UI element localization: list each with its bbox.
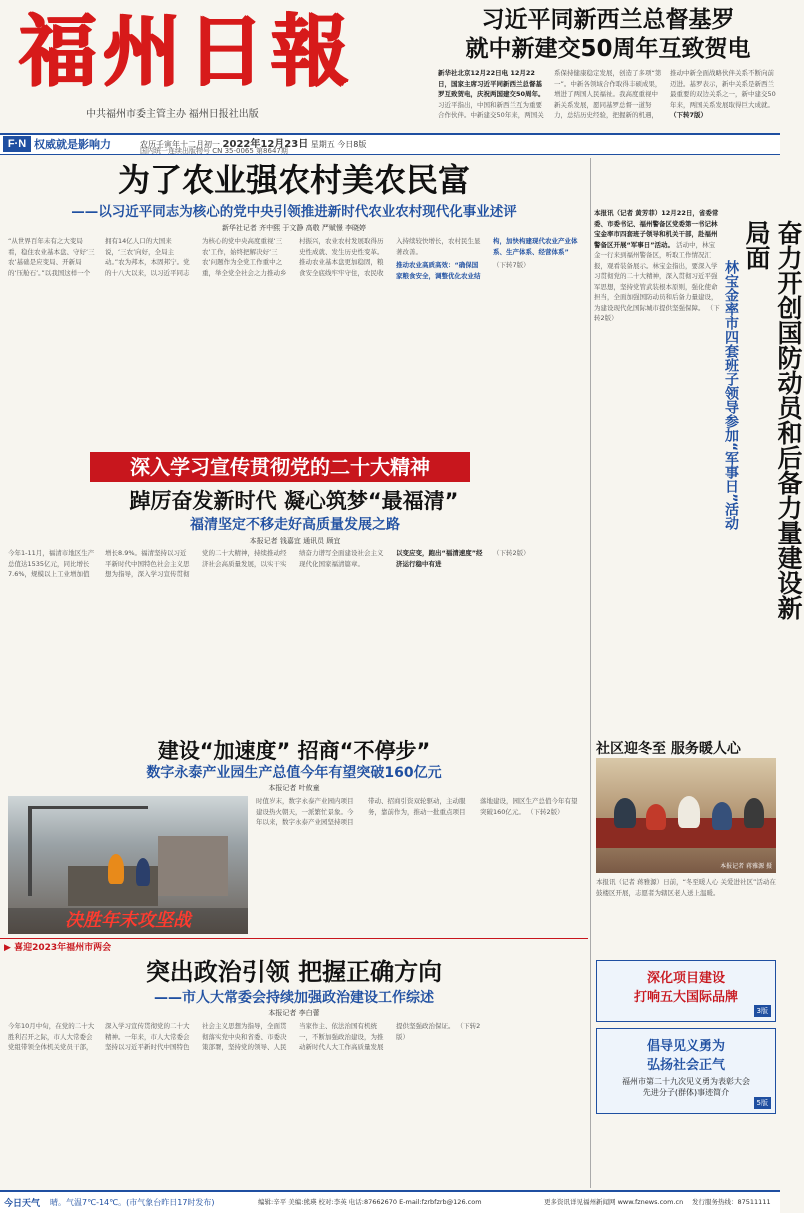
right-story-subtitle: 林宝金率市四套班子领导参加“军事日”活动 [723,260,739,531]
story1-subtitle: ——以习近平同志为核心的党中央引领推进新时代农业农村现代化事业述评 [71,204,517,220]
story4-byline: 本报记者 李白蕾 [268,1009,320,1017]
masthead-subtitle: 中共福州市委主管主办 福州日报社出版 [86,109,259,120]
masthead-logo: 福州日報 [18,6,355,97]
construction-photo [8,796,248,934]
promo-box-heroes[interactable] [596,1028,776,1114]
fn-logo: F·N [3,136,31,152]
story2-subhead: 以变应变，跑出“福清速度”经济运行稳中有进 [396,549,483,568]
story4-more[interactable]: （下转2版） [396,1022,481,1041]
story1-subhead: 推动农业高质高效：“确保国家粮食安全，调整优化农业结构，加快构建现代农业产业体系、生产体系、经营体系” [396,237,578,280]
promo2-title-l2: 弘扬社会正气 [646,1058,725,1073]
lunar-date: 农历壬寅年十二月初一 [140,140,220,149]
story2-more[interactable]: （下转2版） [493,549,530,557]
column-divider [590,158,591,1188]
weather: 晴。气温7℃-14℃。(市气象台昨日17时发布) [50,1198,215,1207]
story1-body [8,236,580,446]
story1-more[interactable]: （下转7版） [493,261,530,269]
hotline: 发行服务热线：87511111 [692,1198,771,1206]
story3-title[interactable]: 建设“加速度” 招商“不停步” [157,739,431,763]
right-story-more[interactable]: （下转2版） [594,303,720,322]
section-tag-text: 喜迎2023年福州市两会 [14,943,112,953]
photo-box-title[interactable]: 社区迎冬至 服务暖人心 [596,741,741,757]
weather-label: 今日天气 [4,1199,41,1209]
photo-caption: 决胜年末攻坚战 [65,910,191,931]
photo-box-text: 本报讯（记者 蒋雅源）日前，“冬至暖人心 关爱进社区”活动在鼓楼区开展，志愿者为辖区老人送上温暖。 [596,878,776,897]
footer [0,1190,780,1213]
photo-caption-banner [8,908,248,934]
community-photo [596,758,776,873]
promo-box-projects[interactable] [596,960,776,1022]
lead-title-line2: 就中新建交50周年互致贺电 [465,36,751,62]
lead-body [438,68,778,130]
story2-byline: 本报记者 钱嘉宜 通讯员 顾宜 [249,537,341,545]
story2-body [8,548,580,726]
story1-text: “从世界百年未有之大变局看，稳住农业基本盘、守好‘三农’基础是应变局、开新局的‘压舱石’。”以我国这样一个拥有14亿人口的大国来说，‘三农’向好，全局主动。”农为邦本，本固邦宁。党的十八大以来，以习近平同志为核心的党中央高度重视‘三农’工作，始终把解决好‘三农’问题作为全党工作重中之重，举全党全社会之力推动乡村振兴，农业农村发展取得历史性成就、发生历史性变革。推动农业基本盘更加稳固，粮食安全底线牢牢守住，农民收入持续较快增长，农村民生显著改善。 [8,237,481,277]
story3-more[interactable]: （下转2版） [527,807,564,816]
story1-title[interactable]: 为了农业强农村美农民富 [117,161,470,199]
story3-text: 时值岁末，数字永泰产业园内项目建设热火朝天，一派繁忙景象。今年以来，数字永泰产业园坚持项目带动、招商引资双轮驱动，主动服务，靠前作为，推动一批重点项目落地建设，园区生产总值今年有望突破160亿元。 [256,797,578,826]
promo1-page: 3版 [754,1005,771,1017]
story3-body [256,796,582,934]
web-link[interactable]: 更多资讯详见福州新闻网 www.fznews.com.cn [544,1198,684,1206]
promo2-page: 5版 [754,1097,771,1109]
promo2-title-l1: 倡导见义勇为 [646,1039,725,1054]
story2-text: 今年1-11月，福清市地区生产总值达1535亿元，同比增长7.6%，规模以上工业增加值增长8.9%。福清坚持以习近平新时代中国特色社会主义思想为指导，深入学习宣传贯彻党的二十大精神，持续推动经济社会高质量发展，以实干实绩奋力谱写全面建设社会主义现代化国家福清篇章。 [8,549,384,578]
story3-subtitle: 数字永泰产业园生产总值今年有望突破160亿元 [146,765,442,781]
story4-body [8,1021,580,1187]
promo1-title-l2: 打响五大国际品牌 [633,990,738,1005]
lead-title-line1: 习近平同新西兰总督基罗 [481,7,735,33]
cn-number: 国内统一连续出版物号 CN 35-0065 第8647期 [140,147,288,155]
promo2-sub-l1: 福州市第二十九次见义勇为表彰大会 [622,1077,750,1086]
story2-subtitle: 福清坚定不移走好高质量发展之路 [190,517,400,533]
lead-more[interactable]: （下转7版） [670,111,708,119]
section-divider [0,938,588,939]
right-story-text: 活动中，林宝金一行来到福州警备区，听取工作情况汇报，观看装备展示。林宝金指出，要深入学习贯彻党的二十大精神，深入贯彻习近平强军思想，坚持党管武装根本原则，强化使命担当，全面加强国防动员和后备力量建设，为建设现代化国际城市提供坚强保障。 [594,240,718,312]
story3-byline: 本报记者 叶攸童 [268,784,320,792]
lead-byline: 新华社北京12月22日电 12月22日，国家主席习近平同新西兰总督基罗互致贺电，庆祝两国建交50周年。 [438,69,545,98]
weekday: 星期五 今日8版 [310,140,367,149]
story4-title[interactable]: 突出政治引领 把握正确方向 [145,958,443,986]
banner-20th-congress: 深入学习宣传贯彻党的二十大精神 [90,452,470,482]
story2-title[interactable]: 踔厉奋发新时代 凝心筑梦“最福清” [129,489,459,513]
story1-byline: 新华社记者 齐中熙 于文静 高敬 严赋憬 李晓婷 [221,224,367,232]
date-bar [0,133,780,155]
right-story-title[interactable]: 奋力开创国防动员和后备力量建设新局面 [742,220,803,620]
section-tag [4,940,111,953]
contacts: 编辑:辛平 美编:熊瑛 校对:李英 电话:87662670 E-mail:fzrbfzrb@126.com [258,1198,482,1206]
lead-text: 习近平指出，中国和新西兰互为重要合作伙伴。中新建交50年来，两国关系保持健康稳定发展，创造了多项“第一”。中新各领域合作取得丰硕成果，增进了两国人民福祉。我高度重视中新关系发展，愿同基罗总督一道努力，总结历史经验，把握新的机遇，推动中新全面战略伙伴关系不断向前迈进。基罗表示，新中关系是新西兰最重要的双边关系之一，新中建交50年来，两国关系发展取得巨大成就。 [438,69,776,119]
story4-text: 今年10月中旬，在党的二十大胜利召开之际，市人大常委会党组带领全体机关党员干部，深入学习宣传贯彻党的二十大精神。一年来，市人大常委会坚持以习近平新时代中国特色社会主义思想为指导，全面贯彻落实党中央和省委、市委决策部署，坚持党的领导、人民当家作主、依法治国有机统一，不断加强政治建设，为推动新时代人大工作高质量发展提供坚强政治保证。 [8,1022,455,1051]
slogan: 权威就是影响力 [34,138,111,151]
promo1-title-l1: 深化项目建设 [646,971,725,986]
date: 2022年12月23日 [222,139,309,150]
right-story-body [594,208,720,728]
promo2-sub-l2: 先进分子(群体)事迹简介 [642,1088,730,1097]
story4-subtitle: ——市人大常委会持续加强政治建设工作综述 [154,990,434,1006]
lead-headline[interactable] [438,6,778,64]
section-tag-bullet: ▶ [4,943,15,953]
right-story-byline: 本报讯（记者 黄芳菲）12月22日，省委常委、市委书记、福州警备区党委第一书记林宝金率市四套班子领导和机关干部，赴福州警备区开展“军事日”活动。 [594,209,719,249]
photo-credit: 本报记者 蒋雅源 摄 [720,863,772,870]
